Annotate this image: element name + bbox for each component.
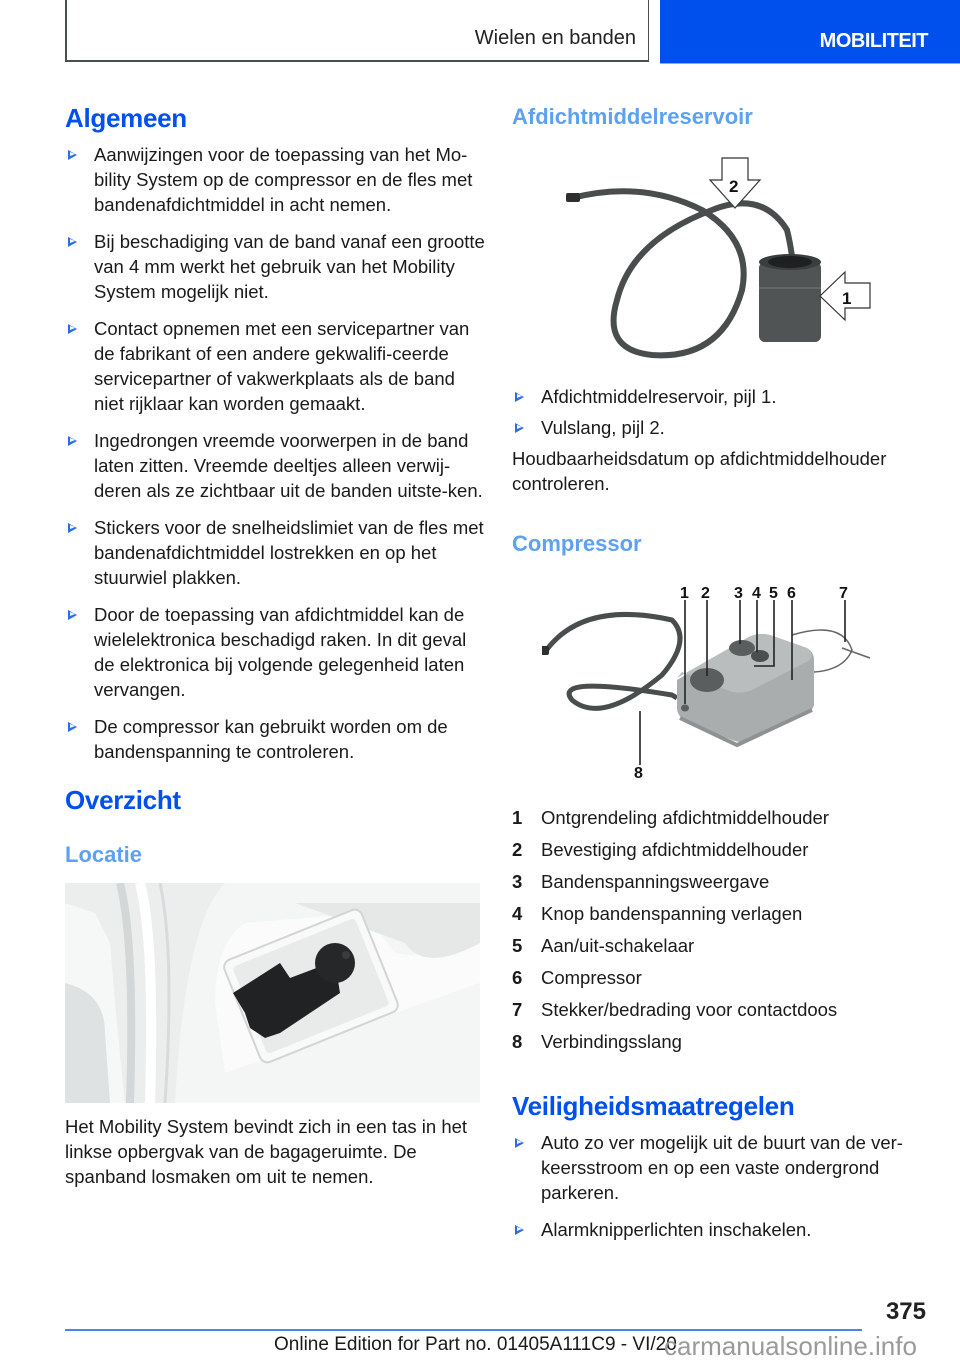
triangle-bullet-icon	[68, 722, 77, 732]
triangle-bullet-icon	[68, 610, 77, 620]
heading-location: Locatie	[65, 842, 143, 867]
chapter-header	[65, 0, 649, 62]
location-description: Het Mobility System bevindt zich in een tas in het linkse opbergvak van de bagageruimte. De spanband losmaken om uit te nemen.	[65, 1116, 468, 1187]
section-tab-label: MOBILITEIT	[819, 30, 928, 52]
list-item: Afdichtmiddelreservoir, pijl 1.	[512, 384, 932, 409]
svg-text:7: 7	[839, 585, 848, 602]
legend-item: 3 Bandenspanningsweergave	[512, 871, 770, 892]
location-photo	[65, 883, 480, 1103]
triangle-bullet-icon	[515, 392, 524, 402]
legend-item: 5 Aan/uit-schakelaar	[512, 935, 695, 956]
svg-text:2: 2	[729, 177, 739, 196]
triangle-bullet-icon	[515, 423, 524, 433]
triangle-bullet-icon	[515, 1225, 524, 1235]
svg-text:4: 4	[752, 585, 761, 602]
list-item: Stickers voor de snelheidslimiet van de fles met bandenafdichtmiddel lostrekken en op het stuurwiel plakken.	[65, 515, 485, 590]
svg-text:1: 1	[842, 289, 852, 308]
list-item: Contact opnemen met een servicepartner van de fabrikant of een andere gekwalifi-ceerde servicepartner of vakwerkplaats als de band niet rijklaar kan worden gemaakt.	[65, 316, 485, 416]
triangle-bullet-icon	[68, 436, 77, 446]
triangle-bullet-icon	[68, 237, 77, 247]
legend-item: 1 Ontgrendeling afdichtmiddelhouder	[512, 807, 829, 828]
list-item: De compressor kan gebruikt worden om de bandenspanning te controleren.	[65, 714, 485, 764]
list-item: Aanwijzingen voor de toepassing van het Mo-bility System op de compressor en de fles met bandenafdichtmiddel in acht nemen.	[65, 142, 485, 217]
heading-reservoir: Afdichtmiddelreservoir	[512, 104, 753, 129]
page-number: 375	[885, 1298, 926, 1325]
svg-text:6: 6	[787, 585, 796, 602]
list-item: Bij beschadiging van de band vanaf een grootte van 4 mm werkt het gebruik van het Mobility System mogelijk niet.	[65, 229, 485, 304]
legend-item: 8 Verbindingsslang	[512, 1031, 682, 1052]
chapter-label: Wielen en banden	[474, 27, 636, 49]
sealant-reservoir-shape	[759, 254, 821, 342]
svg-text:8: 8	[634, 765, 643, 780]
general-bullet-list	[65, 142, 485, 776]
list-item: Auto zo ver mogelijk uit de buurt van de ver-keersstroom en op een vaste ondergrond parkeren.	[512, 1130, 932, 1205]
heading-safety: Veiligheidsmaatregelen	[512, 1091, 795, 1121]
heading-general: Algemeen	[65, 103, 187, 133]
legend-item: 4 Knop bandenspanning verlagen	[512, 903, 803, 924]
list-item: Alarmknipperlichten inschakelen.	[512, 1217, 932, 1242]
expiry-note: Houdbaarheidsdatum op afdichtmiddelhouder controleren.	[512, 448, 887, 494]
heading-overview: Overzicht	[65, 785, 181, 815]
compressor-figure	[542, 580, 872, 780]
hose-end-shape	[566, 193, 580, 202]
legend-item: 7 Stekker/bedrading voor contactdoos	[512, 999, 838, 1020]
legend-item: 2 Bevestiging afdichtmiddelhouder	[512, 839, 809, 860]
trunk-compartment-image	[65, 883, 480, 1103]
arrow-2-icon	[710, 158, 760, 208]
list-item: Door de toepassing van afdichtmiddel kan de wielelektronica beschadigd raken. In dit geval de elektronica bij volgende gelegenheid laten vervangen.	[65, 602, 485, 702]
safety-bullet-list	[512, 1130, 932, 1254]
reservoir-figure	[562, 150, 882, 365]
triangle-bullet-icon	[68, 324, 77, 334]
svg-text:1: 1	[680, 585, 689, 602]
svg-text:5: 5	[769, 585, 778, 602]
svg-text:3: 3	[734, 585, 743, 602]
compressor-body-shape	[677, 634, 814, 745]
triangle-bullet-icon	[515, 1138, 524, 1148]
triangle-bullet-icon	[68, 150, 77, 160]
heading-compressor: Compressor	[512, 531, 642, 556]
edition-text: Online Edition for Part no. 01405A111C9 - VI/20	[274, 1334, 677, 1355]
triangle-bullet-icon	[68, 523, 77, 533]
legend-item: 6 Compressor	[512, 967, 642, 988]
watermark-link[interactable]: carmanualsonline.info	[664, 1331, 917, 1361]
connection-hose-shape	[545, 614, 680, 708]
arrow-1-icon	[820, 272, 870, 320]
reservoir-bullet-list	[512, 384, 932, 446]
list-item: Vulslang, pijl 2.	[512, 415, 932, 440]
compressor-legend	[512, 802, 932, 1058]
list-item: Ingedrongen vreemde voorwerpen in de band laten zitten. Vreemde deeltjes alleen verwij-deren als ze zichtbaar uit de banden uitste-ken.	[65, 428, 485, 503]
section-tab[interactable]	[660, 0, 960, 64]
svg-text:2: 2	[701, 585, 710, 602]
